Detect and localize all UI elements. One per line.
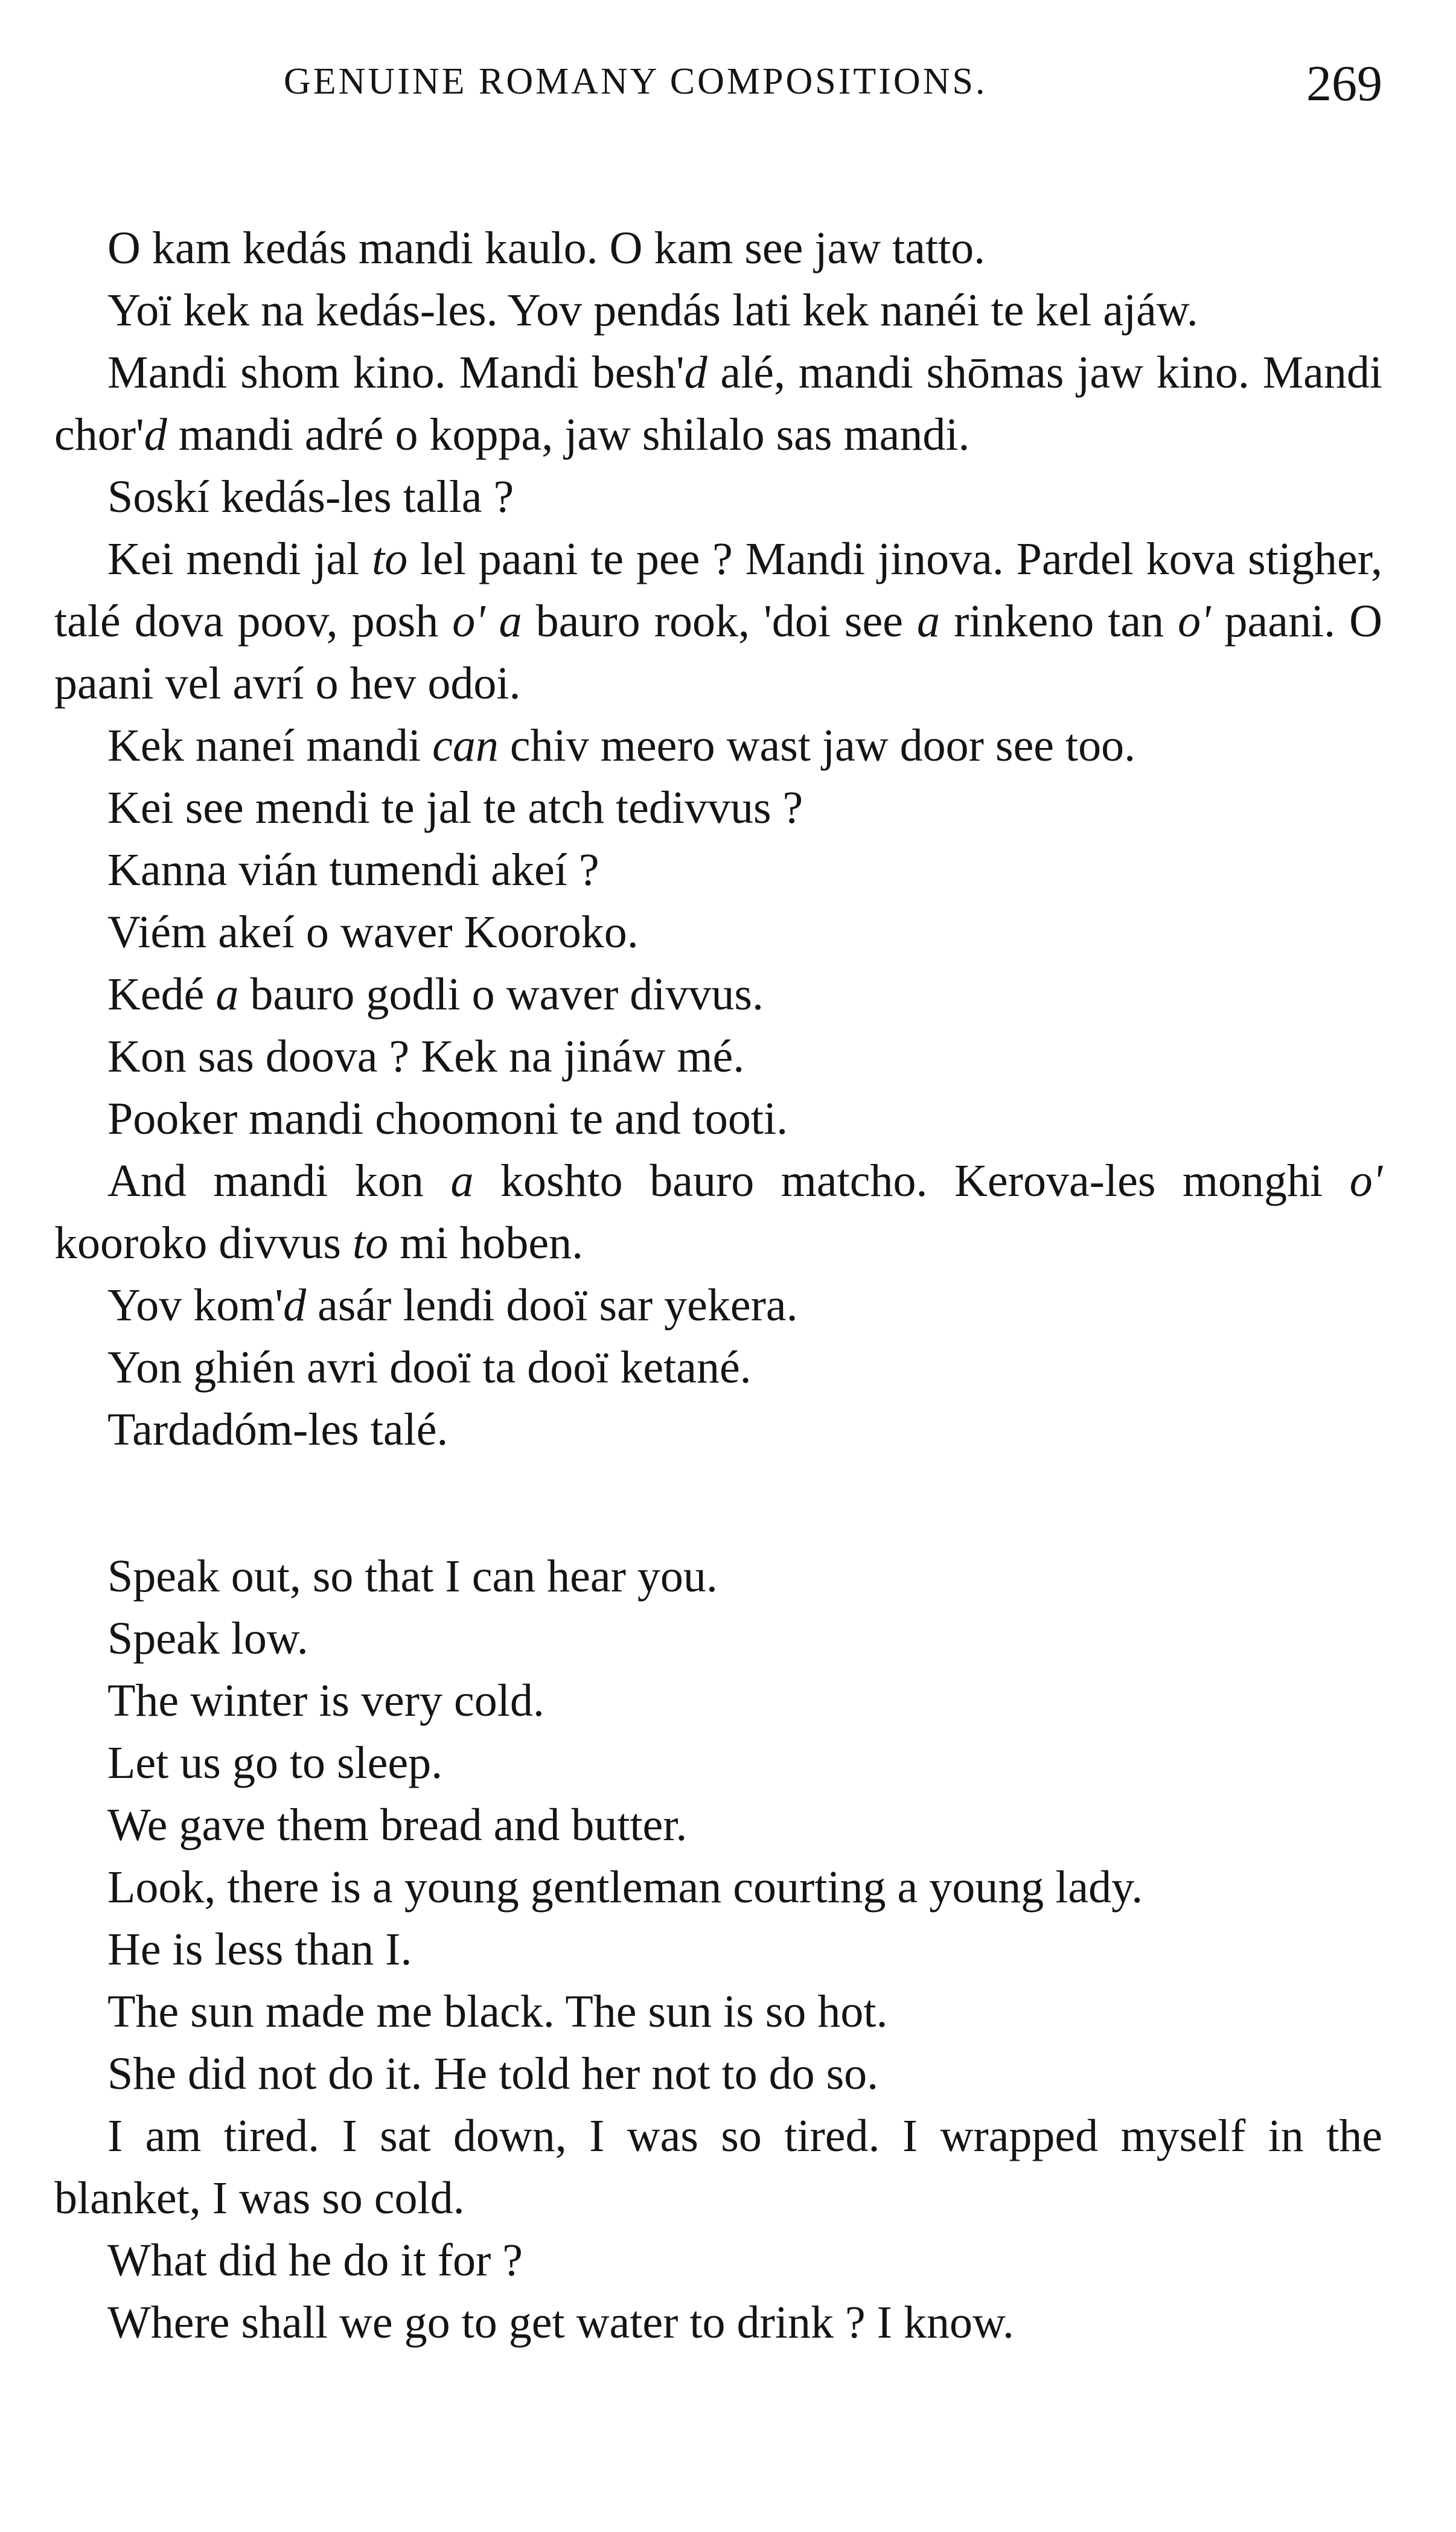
italic-text: to xyxy=(372,534,408,584)
romany-paragraph xyxy=(54,528,1382,715)
english-paragraph xyxy=(54,2043,1382,2105)
italic-text: d xyxy=(144,409,167,460)
paragraph-text: alé, mandi shōmas jaw kino. Mandi chor' xyxy=(54,347,1382,460)
romany-paragraph xyxy=(54,1274,1382,1337)
romany-paragraph xyxy=(54,466,1382,528)
romany-paragraph xyxy=(54,1150,1382,1274)
paragraph-text: paani. O paani vel avrí o hev odoi. xyxy=(54,596,1382,709)
paragraph-text: Mandi shom kino. Mandi besh' xyxy=(107,347,685,398)
romany-sentences xyxy=(54,217,1382,1461)
running-head: GENUINE ROMANY COMPOSITIONS. xyxy=(284,61,988,102)
paragraph-text: lel paani te pee ? Mandi jinova. Pardel kova stigher, talé dova poov, posh xyxy=(54,534,1382,647)
italic-text: o' xyxy=(1178,596,1211,647)
paragraph-text: Speak out, so that I can hear you. xyxy=(107,1551,718,1602)
paragraph-text: Kek naneí mandi xyxy=(107,720,433,771)
english-paragraph xyxy=(54,1919,1382,1981)
romany-paragraph xyxy=(54,1026,1382,1088)
romany-paragraph xyxy=(54,1399,1382,1461)
paragraph-text: Yon ghién avri dooï ta dooï ketané. xyxy=(107,1342,752,1393)
italic-text: to xyxy=(353,1218,389,1268)
paragraph-text: Kanna vián tumendi akeí ? xyxy=(107,845,599,895)
paragraph-text: rinkeno tan xyxy=(940,596,1178,647)
paragraph-text: What did he do it for ? xyxy=(107,2235,523,2286)
paragraph-text: kooroko divvus xyxy=(54,1218,353,1268)
paragraph-text: bauro rook, 'doi see xyxy=(522,596,918,647)
page-header xyxy=(54,54,1382,127)
paragraph-text: Kei mendi jal xyxy=(107,534,372,584)
romany-paragraph xyxy=(54,777,1382,839)
page-number: 269 xyxy=(1306,56,1382,112)
paragraph-text: Tardadóm-les talé. xyxy=(107,1404,449,1455)
italic-text: a xyxy=(917,596,940,647)
italic-text: d xyxy=(684,347,707,398)
italic-text: a xyxy=(450,1156,474,1206)
paragraph-text: asár lendi dooï sar yekera. xyxy=(306,1280,798,1331)
paragraph-text: koshto bauro matcho. Kerova-les monghi xyxy=(473,1156,1350,1206)
romany-paragraph xyxy=(54,901,1382,964)
paragraph-text: She did not do it. He told her not to do so. xyxy=(107,2048,879,2099)
english-paragraph xyxy=(54,2230,1382,2292)
paragraph-text: Soskí kedás-les talla ? xyxy=(107,472,514,522)
english-paragraph xyxy=(54,1732,1382,1794)
english-translations xyxy=(54,1546,1382,2354)
paragraph-text: He is less than I. xyxy=(107,1924,412,1975)
italic-text: d xyxy=(283,1280,307,1331)
italic-text: a xyxy=(499,596,522,647)
paragraph-text: Kedé xyxy=(107,969,216,1020)
paragraph-text: mandi adré o koppa, jaw shilalo sas mandi. xyxy=(167,409,970,460)
english-paragraph xyxy=(54,2105,1382,2230)
romany-paragraph xyxy=(54,839,1382,901)
paragraph-text: Look, there is a young gentleman courting a young lady. xyxy=(107,1862,1143,1913)
romany-paragraph xyxy=(54,1337,1382,1399)
paragraph-text: Pooker mandi choomoni te and tooti. xyxy=(107,1093,788,1144)
paragraph-text: The winter is very cold. xyxy=(107,1675,544,1726)
paragraph-text: Viém akeí o waver Kooroko. xyxy=(107,907,639,957)
paragraph-text: Speak low. xyxy=(107,1613,308,1664)
romany-paragraph xyxy=(54,964,1382,1026)
paragraph-text: O kam kedás mandi kaulo. O kam see jaw tatto. xyxy=(107,223,986,273)
paragraph-text: mi hoben. xyxy=(388,1218,584,1268)
paragraph-text: And mandi kon xyxy=(107,1156,451,1206)
romany-paragraph xyxy=(54,342,1382,466)
italic-text: a xyxy=(216,969,239,1020)
paragraph-text: Where shall we go to get water to drink ? I know. xyxy=(107,2297,1014,2348)
romany-paragraph xyxy=(54,280,1382,342)
paragraph-text xyxy=(485,596,499,647)
romany-paragraph xyxy=(54,715,1382,777)
book-page xyxy=(54,54,1382,2354)
english-paragraph xyxy=(54,1794,1382,1856)
paragraph-text: We gave them bread and butter. xyxy=(107,1800,688,1850)
english-paragraph xyxy=(54,2292,1382,2354)
english-paragraph xyxy=(54,1981,1382,2043)
english-paragraph xyxy=(54,1856,1382,1919)
paragraph-text: I am tired. I sat down, I was so tired. I wrapped myself in the blanket, I was so cold. xyxy=(54,2111,1382,2223)
paragraph-text: Kei see mendi te jal te atch tedivvus ? xyxy=(107,782,803,833)
paragraph-text: Yoï kek na kedás-les. Yov pendás lati kek nanéi te kel ajáw. xyxy=(107,285,1198,336)
romany-paragraph xyxy=(54,217,1382,280)
english-paragraph xyxy=(54,1546,1382,1608)
paragraph-text: bauro godli o waver divvus. xyxy=(238,969,764,1020)
italic-text: o' xyxy=(1349,1156,1382,1206)
italic-text: o' xyxy=(452,596,485,647)
english-paragraph xyxy=(54,1608,1382,1670)
romany-paragraph xyxy=(54,1088,1382,1150)
paragraph-text: Let us go to sleep. xyxy=(107,1738,443,1788)
english-paragraph xyxy=(54,1670,1382,1732)
paragraph-text: The sun made me black. The sun is so hot. xyxy=(107,1986,888,2037)
paragraph-text: Yov kom' xyxy=(107,1280,284,1331)
paragraph-text: Kon sas doova ? Kek na jináw mé. xyxy=(107,1031,745,1082)
italic-text: can xyxy=(432,720,499,771)
paragraph-text: chiv meero wast jaw door see too. xyxy=(498,720,1136,771)
